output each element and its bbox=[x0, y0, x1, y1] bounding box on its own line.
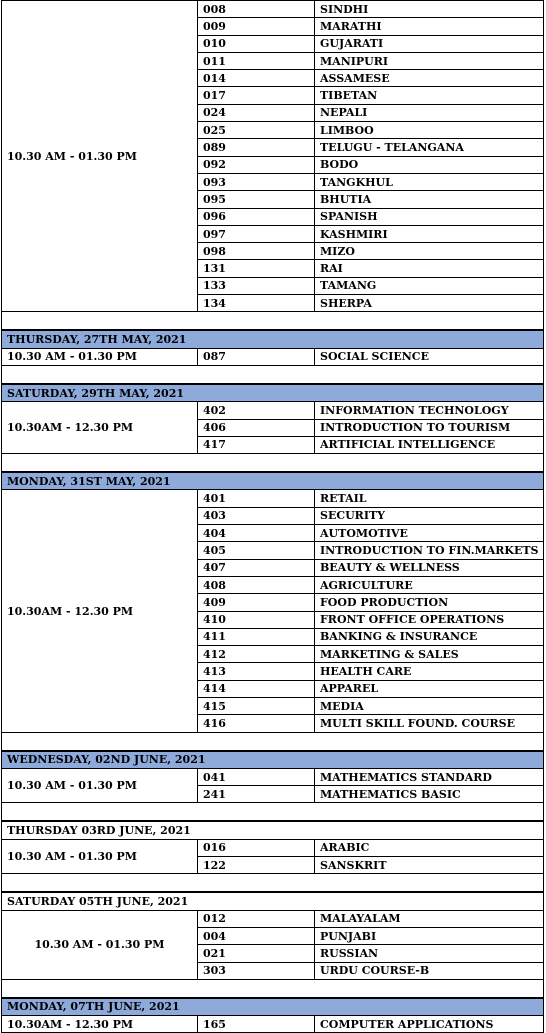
subject-row bbox=[2, 768, 544, 785]
subject-name: BHUTIA bbox=[315, 191, 544, 208]
subject-name: ASSAMESE bbox=[315, 70, 544, 87]
subject-code: 014 bbox=[198, 70, 315, 87]
spacer-row bbox=[2, 874, 544, 893]
exam-time: 10.30AM - 12.30 PM bbox=[2, 490, 198, 732]
subject-code: 122 bbox=[198, 857, 315, 874]
date-header-row bbox=[2, 472, 544, 490]
subject-name: FOOD PRODUCTION bbox=[315, 594, 544, 611]
subject-name: BODO bbox=[315, 156, 544, 173]
subject-code: 411 bbox=[198, 628, 315, 645]
subject-code: 004 bbox=[198, 927, 315, 944]
subject-name: PUNJABI bbox=[315, 927, 544, 944]
subject-code: 409 bbox=[198, 594, 315, 611]
subject-code: 415 bbox=[198, 697, 315, 714]
subject-code: 012 bbox=[198, 910, 315, 927]
date-header-row bbox=[2, 821, 544, 839]
subject-code: 093 bbox=[198, 173, 315, 190]
subject-code: 303 bbox=[198, 962, 315, 979]
subject-name: TANGKHUL bbox=[315, 173, 544, 190]
subject-name: APPAREL bbox=[315, 680, 544, 697]
exam-time: 10.30 AM - 01.30 PM bbox=[2, 910, 198, 979]
subject-name: SPANISH bbox=[315, 208, 544, 225]
subject-name: RAI bbox=[315, 260, 544, 277]
exam-time: 10.30AM - 12.30 PM bbox=[2, 402, 198, 454]
subject-code: 165 bbox=[198, 1016, 315, 1033]
subject-code: 041 bbox=[198, 768, 315, 785]
spacer-cell bbox=[2, 732, 544, 751]
subject-name: RUSSIAN bbox=[315, 945, 544, 962]
exam-schedule-table bbox=[1, 0, 544, 1033]
subject-code: 408 bbox=[198, 576, 315, 593]
spacer-row bbox=[2, 732, 544, 751]
subject-name: SINDHI bbox=[315, 1, 544, 18]
exam-date: THURSDAY 03RD JUNE, 2021 bbox=[2, 821, 544, 839]
spacer-row bbox=[2, 803, 544, 822]
spacer-row bbox=[2, 979, 544, 998]
subject-code: 098 bbox=[198, 243, 315, 260]
subject-row bbox=[2, 1, 544, 18]
subject-name: AGRICULTURE bbox=[315, 576, 544, 593]
subject-code: 412 bbox=[198, 646, 315, 663]
exam-date: SATURDAY, 29TH MAY, 2021 bbox=[2, 384, 544, 402]
exam-time: 10.30 AM - 01.30 PM bbox=[2, 768, 198, 803]
subject-name: AUTOMOTIVE bbox=[315, 525, 544, 542]
subject-code: 017 bbox=[198, 87, 315, 104]
subject-code: 010 bbox=[198, 35, 315, 52]
subject-code: 241 bbox=[198, 786, 315, 803]
subject-name: MEDIA bbox=[315, 697, 544, 714]
subject-name: TIBETAN bbox=[315, 87, 544, 104]
subject-name: MALAYALAM bbox=[315, 910, 544, 927]
schedule-body bbox=[2, 1, 544, 1033]
subject-name: HEALTH CARE bbox=[315, 663, 544, 680]
subject-code: 414 bbox=[198, 680, 315, 697]
date-header-row bbox=[2, 330, 544, 348]
subject-name: BEAUTY & WELLNESS bbox=[315, 559, 544, 576]
subject-row bbox=[2, 839, 544, 856]
date-header-row bbox=[2, 998, 544, 1016]
spacer-cell bbox=[2, 312, 544, 331]
subject-name: COMPUTER APPLICATIONS bbox=[315, 1016, 544, 1033]
subject-code: 133 bbox=[198, 277, 315, 294]
subject-row bbox=[2, 348, 544, 365]
subject-code: 131 bbox=[198, 260, 315, 277]
subject-row bbox=[2, 490, 544, 507]
exam-date: MONDAY, 31ST MAY, 2021 bbox=[2, 472, 544, 490]
subject-name: MATHEMATICS BASIC bbox=[315, 786, 544, 803]
exam-date: MONDAY, 07TH JUNE, 2021 bbox=[2, 998, 544, 1016]
spacer-row bbox=[2, 365, 544, 384]
spacer-cell bbox=[2, 803, 544, 822]
date-header-row bbox=[2, 384, 544, 402]
subject-code: 024 bbox=[198, 104, 315, 121]
subject-name: ARABIC bbox=[315, 839, 544, 856]
subject-name: ARTIFICIAL INTELLIGENCE bbox=[315, 436, 544, 453]
subject-name: INTRODUCTION TO FIN.MARKETS bbox=[315, 542, 544, 559]
subject-name: MATHEMATICS STANDARD bbox=[315, 768, 544, 785]
exam-time: 10.30AM - 12.30 PM bbox=[2, 1016, 198, 1033]
subject-code: 097 bbox=[198, 225, 315, 242]
subject-name: GUJARATI bbox=[315, 35, 544, 52]
subject-name: MARATHI bbox=[315, 18, 544, 35]
exam-time: 10.30 AM - 01.30 PM bbox=[2, 348, 198, 365]
exam-date: THURSDAY, 27TH MAY, 2021 bbox=[2, 330, 544, 348]
subject-name: LIMBOO bbox=[315, 122, 544, 139]
spacer-row bbox=[2, 454, 544, 473]
exam-date: SATURDAY 05TH JUNE, 2021 bbox=[2, 892, 544, 910]
subject-code: 405 bbox=[198, 542, 315, 559]
subject-row bbox=[2, 910, 544, 927]
date-header-row bbox=[2, 892, 544, 910]
subject-code: 403 bbox=[198, 507, 315, 524]
subject-code: 401 bbox=[198, 490, 315, 507]
subject-row bbox=[2, 1016, 544, 1033]
subject-code: 021 bbox=[198, 945, 315, 962]
subject-name: NEPALI bbox=[315, 104, 544, 121]
subject-code: 016 bbox=[198, 839, 315, 856]
subject-code: 134 bbox=[198, 295, 315, 312]
subject-name: TELUGU - TELANGANA bbox=[315, 139, 544, 156]
exam-time: 10.30 AM - 01.30 PM bbox=[2, 1, 198, 312]
subject-name: INTRODUCTION TO TOURISM bbox=[315, 419, 544, 436]
spacer-cell bbox=[2, 454, 544, 473]
spacer-cell bbox=[2, 979, 544, 998]
subject-name: BANKING & INSURANCE bbox=[315, 628, 544, 645]
date-header-row bbox=[2, 751, 544, 769]
subject-name: KASHMIRI bbox=[315, 225, 544, 242]
subject-name: TAMANG bbox=[315, 277, 544, 294]
subject-name: URDU COURSE-B bbox=[315, 962, 544, 979]
subject-name: MIZO bbox=[315, 243, 544, 260]
subject-code: 413 bbox=[198, 663, 315, 680]
exam-time: 10.30 AM - 01.30 PM bbox=[2, 839, 198, 874]
subject-code: 025 bbox=[198, 122, 315, 139]
subject-code: 011 bbox=[198, 52, 315, 69]
subject-code: 402 bbox=[198, 402, 315, 419]
subject-name: MARKETING & SALES bbox=[315, 646, 544, 663]
subject-code: 096 bbox=[198, 208, 315, 225]
subject-name: FRONT OFFICE OPERATIONS bbox=[315, 611, 544, 628]
spacer-row bbox=[2, 312, 544, 331]
subject-code: 417 bbox=[198, 436, 315, 453]
exam-date: WEDNESDAY, 02ND JUNE, 2021 bbox=[2, 751, 544, 769]
subject-name: SHERPA bbox=[315, 295, 544, 312]
subject-code: 008 bbox=[198, 1, 315, 18]
subject-code: 416 bbox=[198, 715, 315, 732]
subject-code: 404 bbox=[198, 525, 315, 542]
subject-code: 087 bbox=[198, 348, 315, 365]
subject-code: 092 bbox=[198, 156, 315, 173]
subject-name: INFORMATION TECHNOLOGY bbox=[315, 402, 544, 419]
subject-row bbox=[2, 402, 544, 419]
subject-name: MANIPURI bbox=[315, 52, 544, 69]
subject-code: 009 bbox=[198, 18, 315, 35]
subject-code: 406 bbox=[198, 419, 315, 436]
subject-name: SOCIAL SCIENCE bbox=[315, 348, 544, 365]
subject-code: 089 bbox=[198, 139, 315, 156]
subject-name: SECURITY bbox=[315, 507, 544, 524]
spacer-cell bbox=[2, 365, 544, 384]
spacer-cell bbox=[2, 874, 544, 893]
subject-code: 407 bbox=[198, 559, 315, 576]
subject-code: 410 bbox=[198, 611, 315, 628]
subject-code: 095 bbox=[198, 191, 315, 208]
subject-name: SANSKRIT bbox=[315, 857, 544, 874]
subject-name: RETAIL bbox=[315, 490, 544, 507]
subject-name: MULTI SKILL FOUND. COURSE bbox=[315, 715, 544, 732]
